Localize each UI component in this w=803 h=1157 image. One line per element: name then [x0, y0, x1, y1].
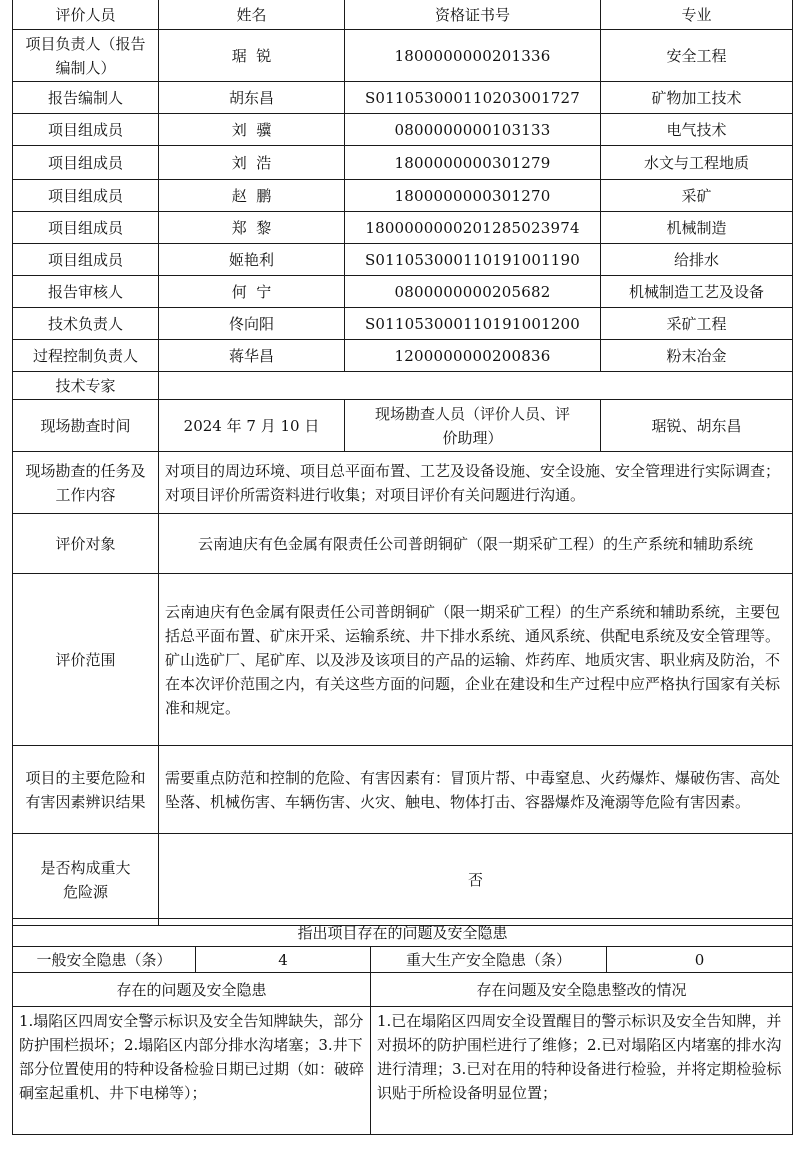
staff-major: 机械制造 — [601, 212, 793, 244]
scope-paragraph: 矿山选矿厂、尾矿库、以及涉及该项目的产品的运输、炸药库、地质灾害、职业病及防治，不在本次评价范围之内，有关这些方面的问题，企业在建设和生产过程中应严格执行国家有关标准和规定。 — [165, 650, 781, 717]
tech-expert-value — [159, 372, 793, 400]
staff-role: 报告审核人 — [13, 276, 159, 308]
scope-paragraph: 云南迪庆有色金属有限责任公司普朗铜矿（限一期采矿工程）的生产系统和辅助系统，主要包括总平面布置、矿床开采、运输系统、井下排水系统、通风系统、供配电系统及安全管理等。 — [165, 602, 781, 645]
staff-cert: 1800000000201336 — [345, 30, 601, 82]
staff-row — [13, 146, 793, 180]
issues-title: 指出项目存在的问题及安全隐患 — [13, 919, 793, 947]
staff-major: 安全工程 — [601, 30, 793, 82]
staff-row — [13, 244, 793, 276]
object-row — [13, 514, 793, 574]
staff-cert: 0800000000103133 — [345, 114, 601, 146]
staff-row — [13, 30, 793, 82]
staff-role: 项目组成员 — [13, 244, 159, 276]
staff-name: 姬艳利 — [159, 244, 345, 276]
tech-expert-label: 技术专家 — [13, 372, 159, 400]
staff-cert: S011053000110203001727 — [345, 82, 601, 114]
staff-name: 刘 浩 — [159, 146, 345, 180]
staff-cert: 1200000000200836 — [345, 340, 601, 372]
staff-role: 项目负责人（报告编制人） — [13, 30, 159, 82]
fixes-list: 1.已在塌陷区四周安全设置醒目的警示标识及安全告知牌，并对损坏的防护围栏进行了维修；2.已对塌陷区内堵塞的排水沟进行清理；3.已对在用的特种设备进行检验，并将定期检验标识贴于所检设备明显位置； — [371, 1007, 793, 1135]
survey-people-value: 琚锐、胡东昌 — [601, 400, 793, 452]
staff-row — [13, 82, 793, 114]
staff-row — [13, 114, 793, 146]
problems-list: 1.塌陷区四周安全警示标识及安全告知牌缺失，部分防护围栏损坏；2.塌陷区内部分排水沟堵塞；3.井下部分位置使用的特种设备检验日期已过期（如：破碎硐室起重机、井下电梯等）； — [13, 1007, 371, 1135]
hazards-value: 需要重点防范和控制的危险、有害因素有：冒顶片帮、中毒窒息、火药爆炸、爆破伤害、高处坠落、机械伤害、车辆伤害、火灾、触电、物体打击、容器爆炸及淹溺等危险有害因素。 — [159, 746, 793, 834]
staff-row — [13, 180, 793, 212]
staff-major: 给排水 — [601, 244, 793, 276]
evaluation-table — [12, 0, 793, 926]
scope-row — [13, 574, 793, 746]
object-value: 云南迪庆有色金属有限责任公司普朗铜矿（限一期采矿工程）的生产系统和辅助系统 — [159, 514, 793, 574]
fixes-header: 存在问题及安全隐患整改的情况 — [371, 973, 793, 1007]
major-hazard-row — [13, 834, 793, 926]
staff-cert: 1800000000201285023974 — [345, 212, 601, 244]
staff-row — [13, 340, 793, 372]
major-hazard-count-label: 重大生产安全隐患（条） — [371, 947, 607, 973]
hazards-label: 项目的主要危险和有害因素辨识结果 — [13, 746, 159, 834]
issues-header-row — [13, 973, 793, 1007]
staff-role: 技术负责人 — [13, 308, 159, 340]
staff-row — [13, 276, 793, 308]
tasks-row — [13, 452, 793, 514]
hazards-row — [13, 746, 793, 834]
object-label: 评价对象 — [13, 514, 159, 574]
staff-name: 胡东昌 — [159, 82, 345, 114]
staff-major: 机械制造工艺及设备 — [601, 276, 793, 308]
staff-cert: 1800000000301279 — [345, 146, 601, 180]
staff-name: 郑 黎 — [159, 212, 345, 244]
staff-major: 电气技术 — [601, 114, 793, 146]
survey-time-label: 现场勘查时间 — [13, 400, 159, 452]
header-cert: 资格证书号 — [345, 0, 601, 30]
staff-role: 过程控制负责人 — [13, 340, 159, 372]
header-row — [13, 0, 793, 30]
staff-role: 项目组成员 — [13, 180, 159, 212]
major-hazard-value: 否 — [159, 834, 793, 926]
issues-count-row — [13, 947, 793, 973]
general-hazard-count: 4 — [196, 947, 371, 973]
staff-role: 项目组成员 — [13, 212, 159, 244]
staff-name: 何 宁 — [159, 276, 345, 308]
header-major: 专业 — [601, 0, 793, 30]
scope-value — [159, 574, 793, 746]
issues-body-row — [13, 1007, 793, 1135]
major-hazard-count: 0 — [607, 947, 793, 973]
problems-header: 存在的问题及安全隐患 — [13, 973, 371, 1007]
staff-row — [13, 308, 793, 340]
staff-name: 蒋华昌 — [159, 340, 345, 372]
scope-label: 评价范围 — [13, 574, 159, 746]
survey-people-label: 现场勘查人员（评价人员、评价助理） — [345, 400, 601, 452]
staff-name: 琚 锐 — [159, 30, 345, 82]
staff-major: 矿物加工技术 — [601, 82, 793, 114]
major-hazard-label: 是否构成重大危险源 — [13, 834, 159, 926]
general-hazard-label: 一般安全隐患（条） — [13, 947, 196, 973]
staff-cert: 0800000000205682 — [345, 276, 601, 308]
staff-cert: 1800000000301270 — [345, 180, 601, 212]
header-name: 姓名 — [159, 0, 345, 30]
staff-major: 粉末冶金 — [601, 340, 793, 372]
staff-cert: S011053000110191001190 — [345, 244, 601, 276]
staff-name: 赵 鹏 — [159, 180, 345, 212]
staff-row — [13, 212, 793, 244]
staff-cert: S011053000110191001200 — [345, 308, 601, 340]
staff-role: 报告编制人 — [13, 82, 159, 114]
tech-expert-row — [13, 372, 793, 400]
issues-table — [12, 918, 793, 1135]
tasks-value: 对项目的周边环境、项目总平面布置、工艺及设备设施、安全设施、安全管理进行实际调查；对项目评价所需资料进行收集；对项目评价有关问题进行沟通。 — [159, 452, 793, 514]
staff-major: 采矿工程 — [601, 308, 793, 340]
header-evaluator: 评价人员 — [13, 0, 159, 30]
staff-name: 刘 骥 — [159, 114, 345, 146]
staff-role: 项目组成员 — [13, 114, 159, 146]
tasks-label: 现场勘查的任务及工作内容 — [13, 452, 159, 514]
staff-role: 项目组成员 — [13, 146, 159, 180]
staff-name: 佟向阳 — [159, 308, 345, 340]
staff-major: 采矿 — [601, 180, 793, 212]
staff-major: 水文与工程地质 — [601, 146, 793, 180]
survey-time-value: 2024 年 7 月 10 日 — [159, 400, 345, 452]
issues-title-row — [13, 919, 793, 947]
survey-row — [13, 400, 793, 452]
